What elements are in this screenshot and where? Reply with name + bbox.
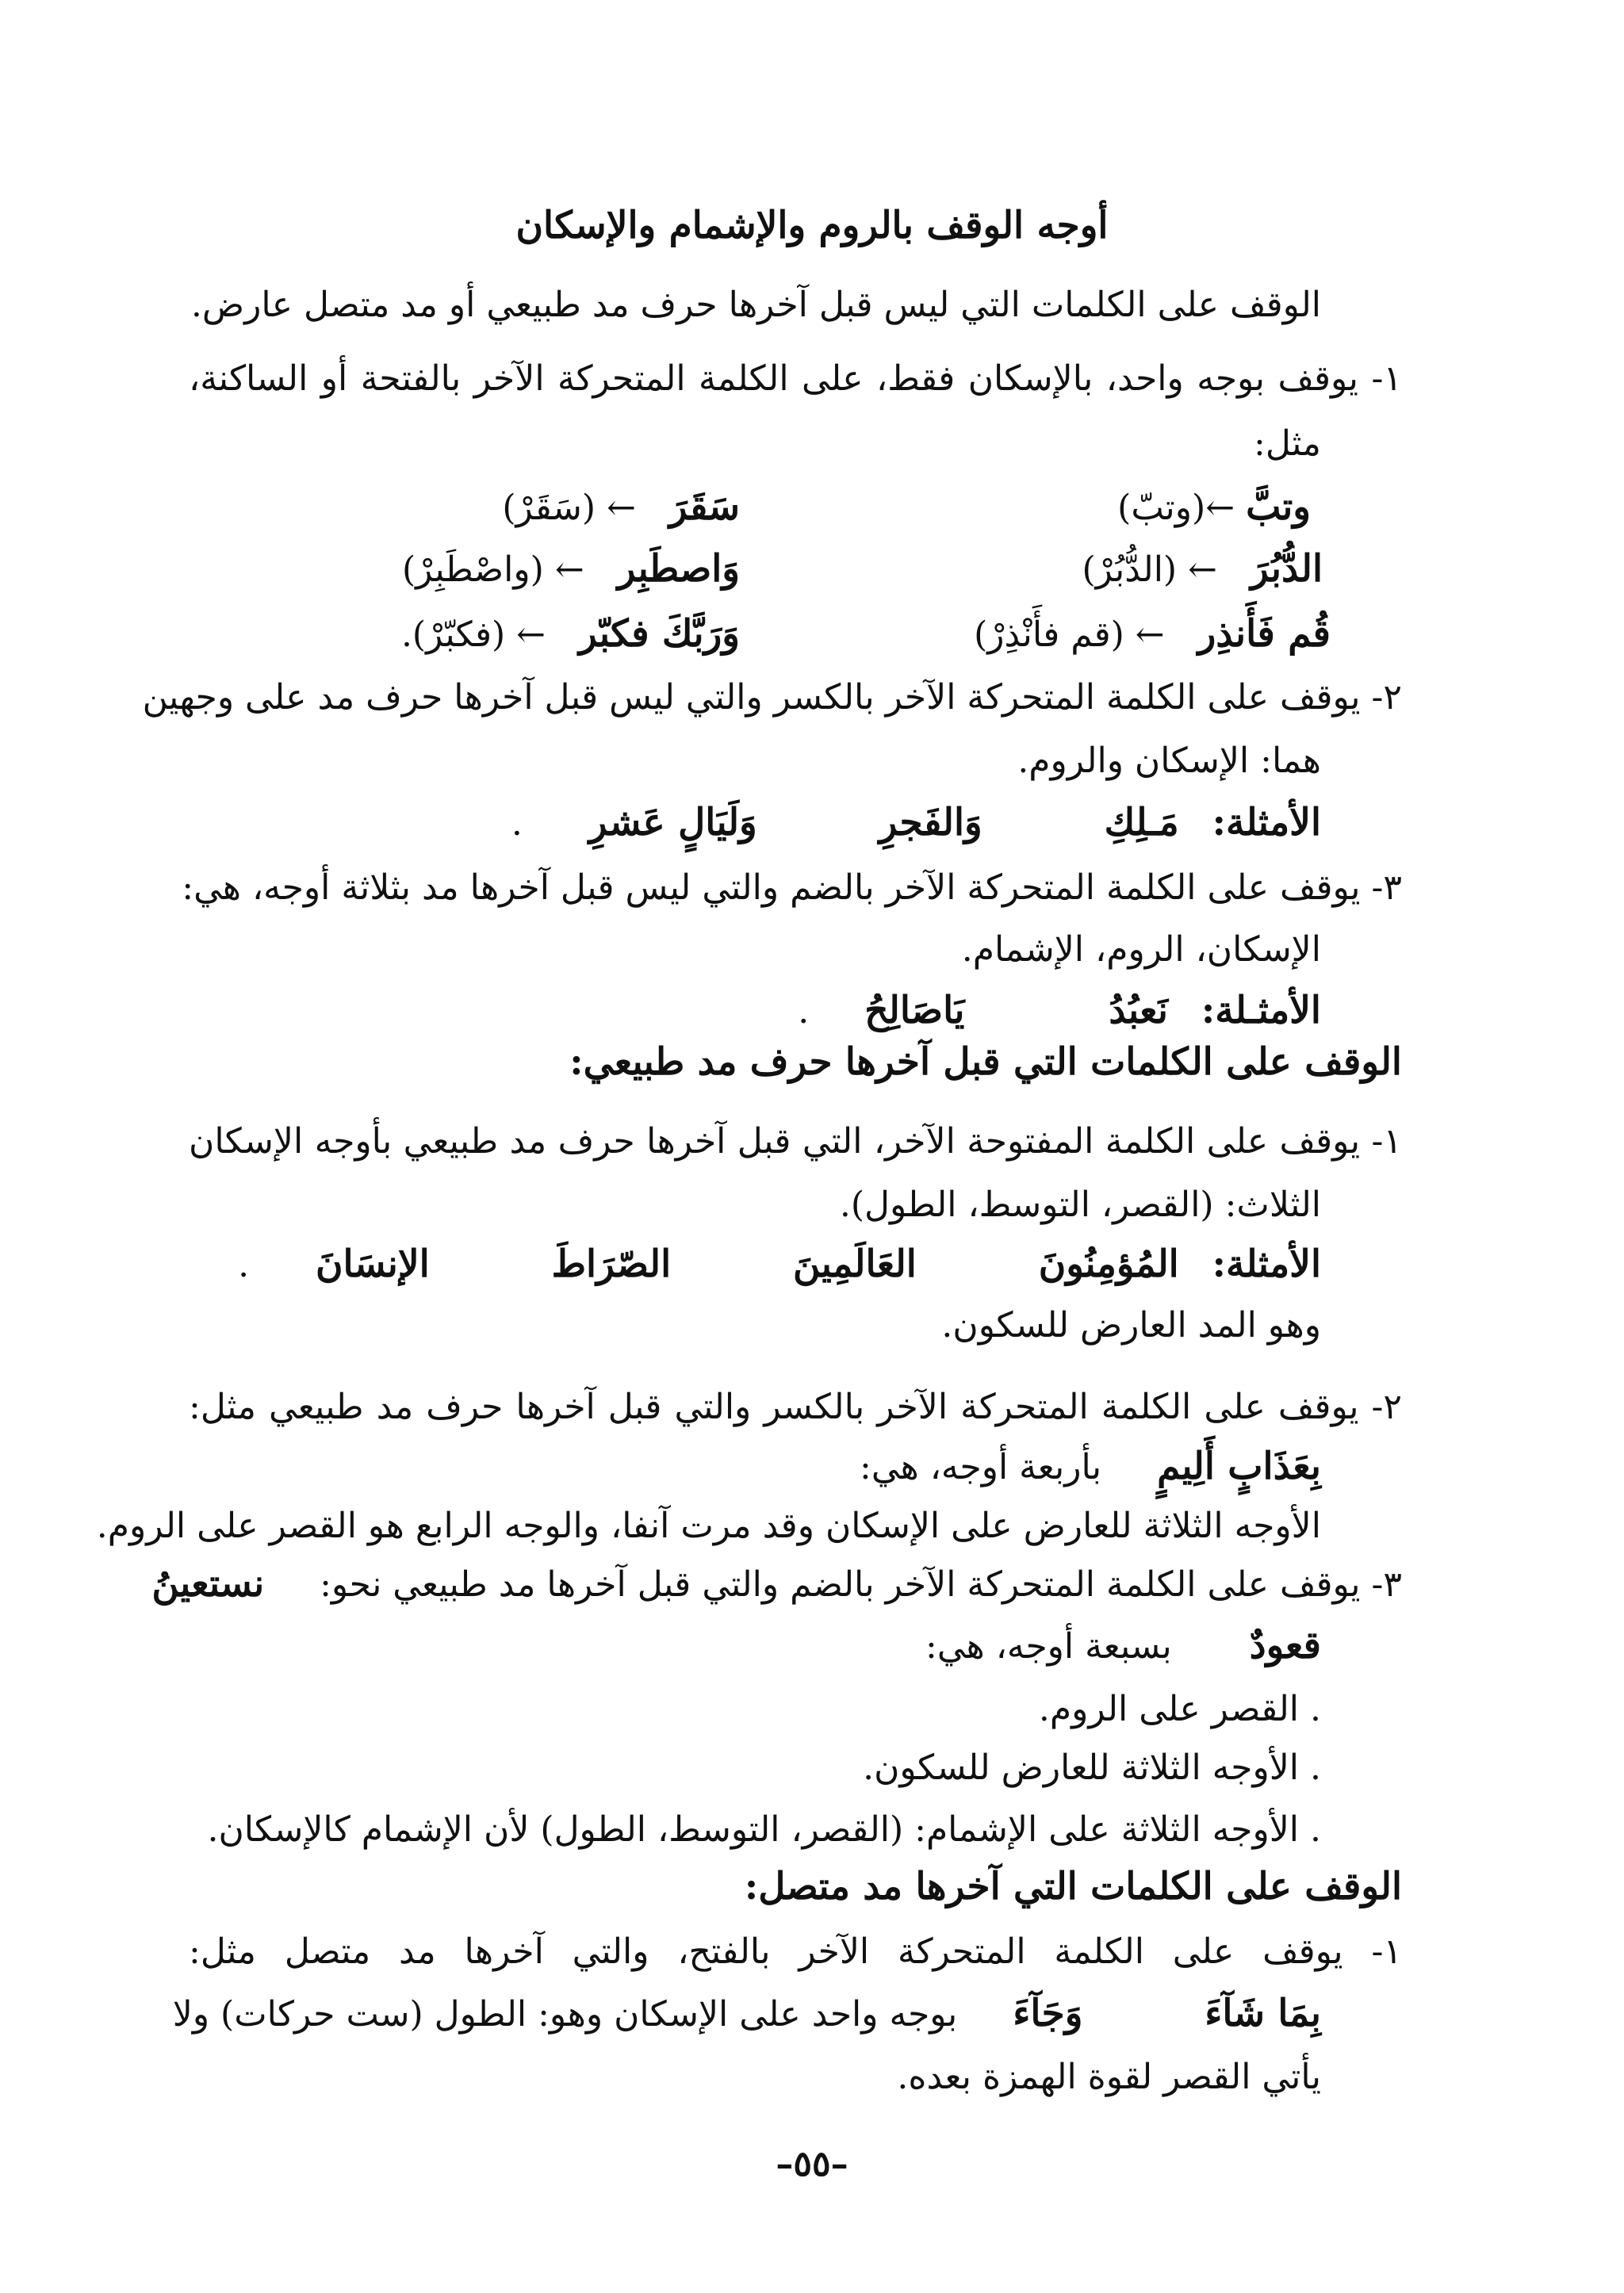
rule-1-1-line-1: ١- يوقف بوجه واحد، بالإسكان فقط، على الكلمة المتحركة الآخر بالفتحة أو الساكنة، xyxy=(189,358,1402,399)
bullet-1: . القصر على الروم. xyxy=(1038,1689,1321,1729)
example-1: وتبَّ ←(وتبّ) xyxy=(1117,485,1311,529)
rule-1-2-line-1: ٢- يوقف على الكلمة المتحركة الآخر بالكسر والتي ليس قبل آخرها حرف مد على وجهين xyxy=(142,677,1402,718)
rule-3-1-line-1: ١- يوقف على الكلمة المتحركة الآخر بالفتح، والتي آخرها مد متصل مثل: xyxy=(189,1931,1402,1972)
example-4: وَاصطَبِر ← (واصْطَبِرْ) xyxy=(401,547,740,591)
rule-3-1-line-3: يأتي القصر لقوة الهمزة بعده. xyxy=(897,2057,1321,2097)
rule-2-2-line-1: ٢- يوقف على الكلمة المتحركة الآخر بالكسر والتي قبل آخرها حرف مد طبيعي مثل: xyxy=(189,1387,1403,1427)
rule-1-3-examples: الأمثـلة: نَعبُدُ يَاصَالِحُ . xyxy=(798,989,1321,1032)
rule-1-2-examples: الأمثلة: مَـلِكِ وَالفَجرِ وَلَيَالٍ عَشرِ . xyxy=(511,801,1321,844)
section-2-heading: الوقف على الكلمات التي قبل آخرها حرف مد طبيعي: xyxy=(569,1040,1402,1084)
section-3-heading: الوقف على الكلمات التي آخرها مد متصل: xyxy=(744,1865,1402,1908)
rule-2-3-line-2: قعودٌ بسبعة أوجه، هي: xyxy=(925,1624,1321,1667)
example-5: قُم فَأَنذِر ← (قم فأَنْذِرْ) xyxy=(974,612,1331,656)
page-number: –٥٥– xyxy=(776,2144,848,2184)
rule-3-1-line-2: بِمَا شَآءَ وَجَآءَ بوجه واحد على الإسكان وهو: الطول (ست حركات) ولا xyxy=(172,1992,1321,2035)
rule-2-1-line-1: ١- يوقف على الكلمة المفتوحة الآخر، التي قبل آخرها حرف مد طبيعي بأوجه الإسكان xyxy=(189,1121,1402,1162)
example-3: الدُّبُرَ ← (الدُّبُرْ) xyxy=(1082,547,1323,591)
bullet-2: . الأوجه الثلاثة للعارض للسكون. xyxy=(863,1748,1321,1788)
rule-2-3-line-1: ٣- يوقف على الكلمة المتحركة الآخر بالضم والتي قبل آخرها مد طبيعي نحو: نستعينُ xyxy=(151,1562,1402,1606)
rule-1-3-line-1: ٣- يوقف على الكلمة المتحركة الآخر بالضم والتي ليس قبل آخرها مد بثلاثة أوجه، هي: xyxy=(182,867,1402,908)
rule-2-1-note: وهو المد العارض للسكون. xyxy=(941,1305,1321,1346)
example-6: وَرَبَّكَ فكبّر ← (فكبّرْ). xyxy=(400,612,740,656)
rule-1-3-line-2: الإسكان، الروم، الإشمام. xyxy=(961,929,1321,970)
page-title: أوجه الوقف بالروم والإشمام والإسكان xyxy=(515,204,1109,247)
rule-2-1-line-2: الثلاث: (القصر، التوسط، الطول). xyxy=(839,1185,1321,1225)
rule-2-2-line-2: بِعَذَابٍ أَلِيمٍ بأربعة أوجه، هي: xyxy=(860,1445,1321,1488)
rule-1-1-line-2: مثل: xyxy=(1254,423,1321,464)
rule-2-2-note: الأوجه الثلاثة للعارض على الإسكان وقد مرت آنفا، والوجه الرابع هو القصر على الروم. xyxy=(96,1506,1321,1546)
example-2: سَقَرَ ← (سَقَرْ) xyxy=(502,485,740,529)
bullet-3: . الأوجه الثلاثة على الإشمام: (القصر، التوسط، الطول) لأن الإشمام كالإسكان. xyxy=(207,1809,1321,1850)
intro-text: الوقف على الكلمات التي ليس قبل آخرها حرف مد طبيعي أو مد متصل عارض. xyxy=(190,285,1321,325)
rule-2-1-examples: الأمثلة: المُؤمِنُونَ العَالَمِينَ الصّرَاطَ الإنسَانَ . xyxy=(238,1242,1321,1286)
rule-1-2-line-2: هما: الإسكان والروم. xyxy=(1017,741,1321,781)
